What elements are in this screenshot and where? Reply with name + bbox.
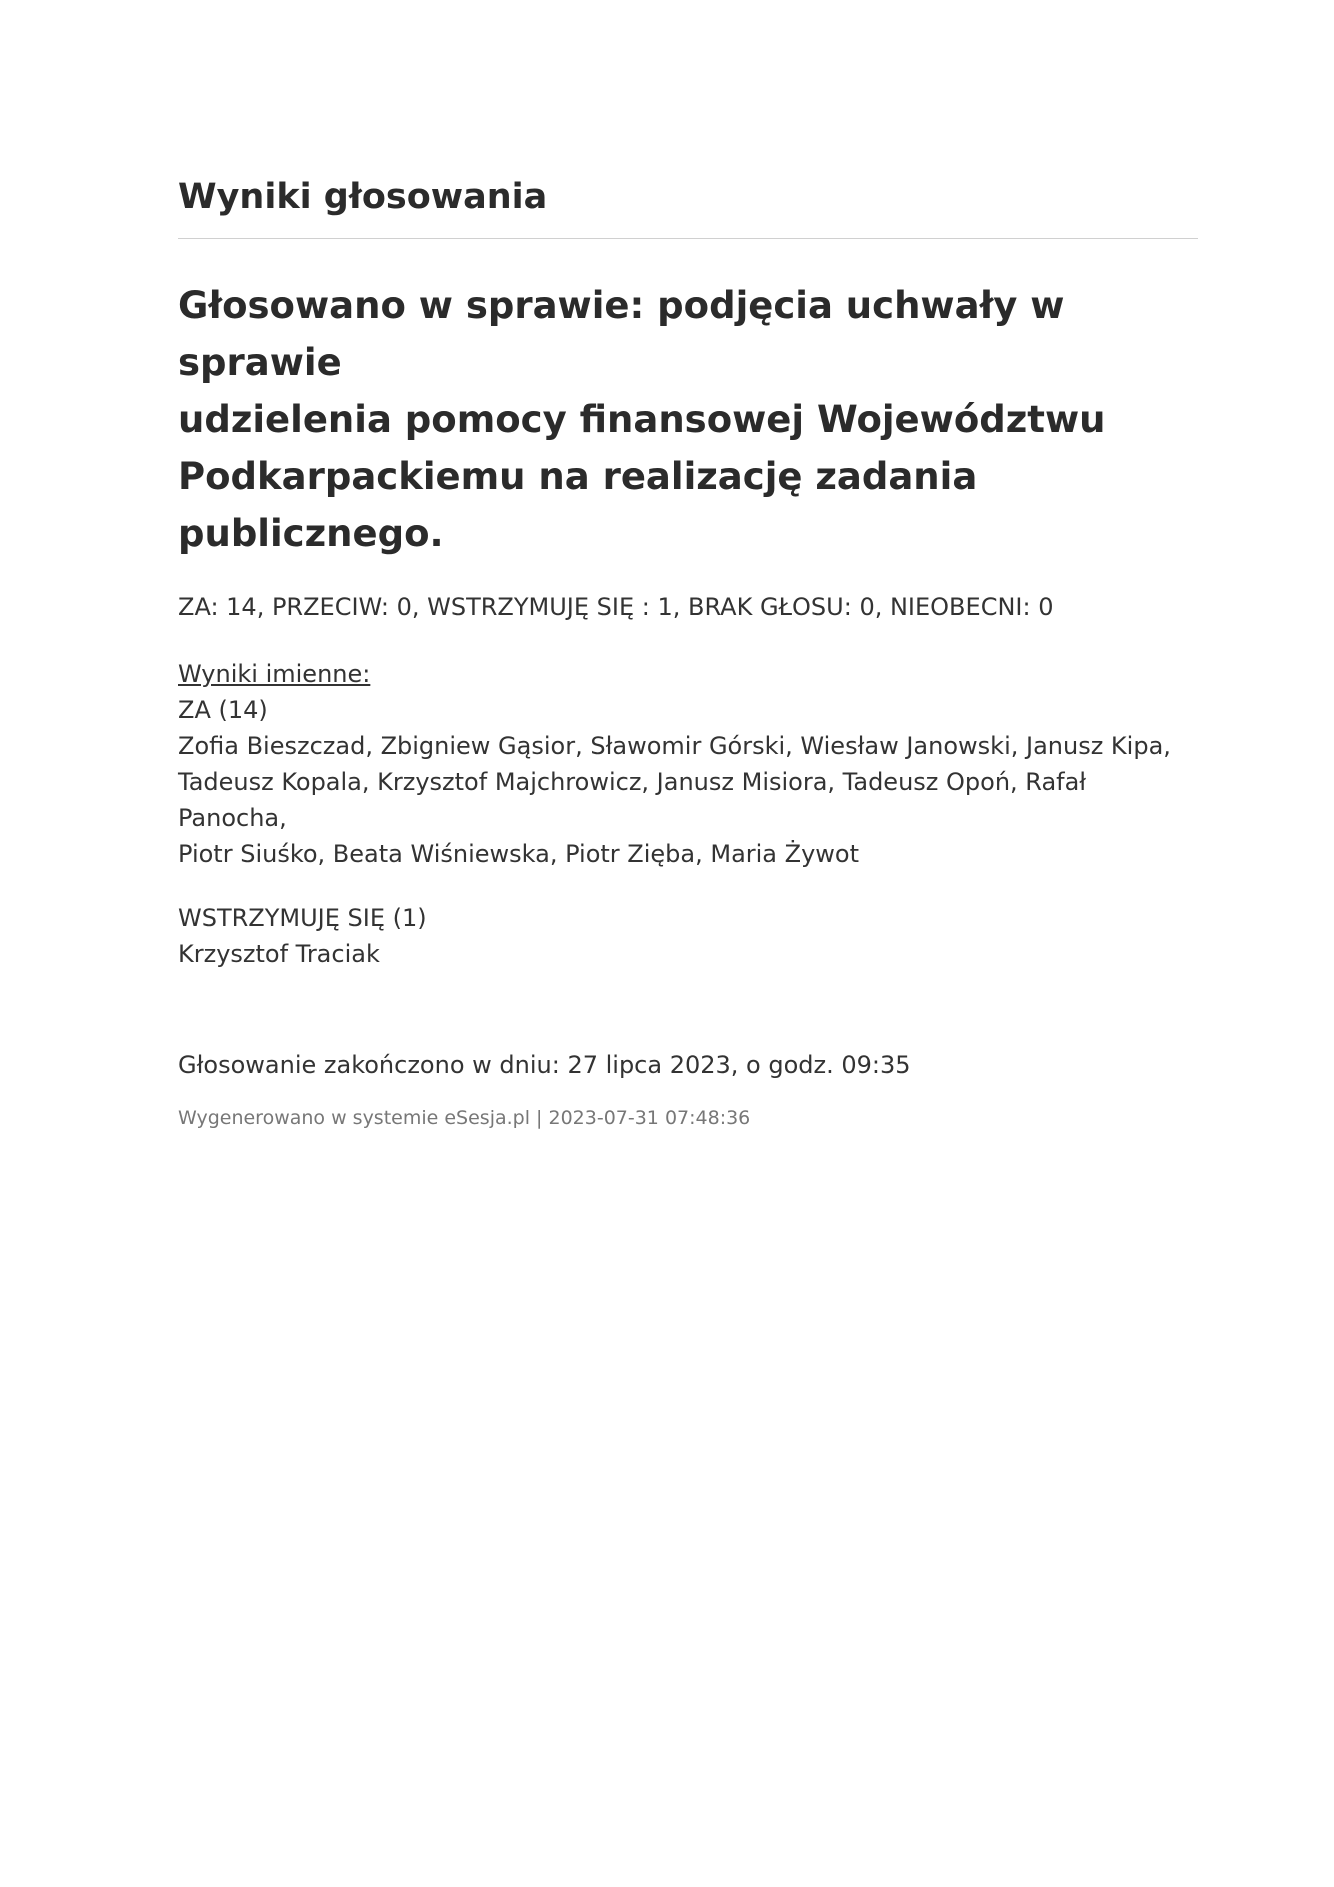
- page-title: Wyniki głosowania: [178, 177, 548, 217]
- vote-group-heading: ZA (14): [178, 696, 268, 724]
- vote-summary: ZA: 14, PRZECIW: 0, WSTRZYMUJĘ SIĘ : 1, BRAK GŁOSU: 0, NIEOBECNI: 0: [178, 593, 1054, 621]
- named-results: [178, 656, 1198, 972]
- vote-subject: [178, 277, 1198, 562]
- vote-ended-info: Głosowanie zakończono w dniu: 27 lipca 2023, o godz. 09:35: [178, 1051, 911, 1079]
- vote-subject-line: Głosowano w sprawie: podjęcia uchwały w sprawie: [178, 284, 1065, 384]
- vote-group-names-line: Zofia Bieszczad, Zbigniew Gąsior, Sławomir Górski, Wiesław Janowski, Janusz Kipa,: [178, 732, 1171, 760]
- vote-group-names-line: Piotr Siuśko, Beata Wiśniewska, Piotr Zięba, Maria Żywot: [178, 840, 860, 868]
- generated-footer: Wygenerowano w systemie eSesja.pl | 2023-07-31 07:48:36: [178, 1107, 751, 1129]
- document-content: [178, 176, 1198, 1132]
- vote-group-names-line: Tadeusz Kopala, Krzysztof Majchrowicz, Janusz Misiora, Tadeusz Opoń, Rafał Panocha,: [178, 768, 1087, 832]
- title-divider: [178, 238, 1198, 239]
- vote-subject-line: Podkarpackiemu na realizację zadania publicznego.: [178, 455, 978, 555]
- vote-group-for: [178, 692, 1198, 872]
- named-results-label: Wyniki imienne:: [178, 660, 371, 688]
- vote-group-abstain: [178, 900, 1198, 972]
- vote-subject-line: udzielenia pomocy finansowej Województwu: [178, 398, 1106, 441]
- vote-group-names-line: Krzysztof Traciak: [178, 940, 380, 968]
- vote-group-heading: WSTRZYMUJĘ SIĘ (1): [178, 904, 427, 932]
